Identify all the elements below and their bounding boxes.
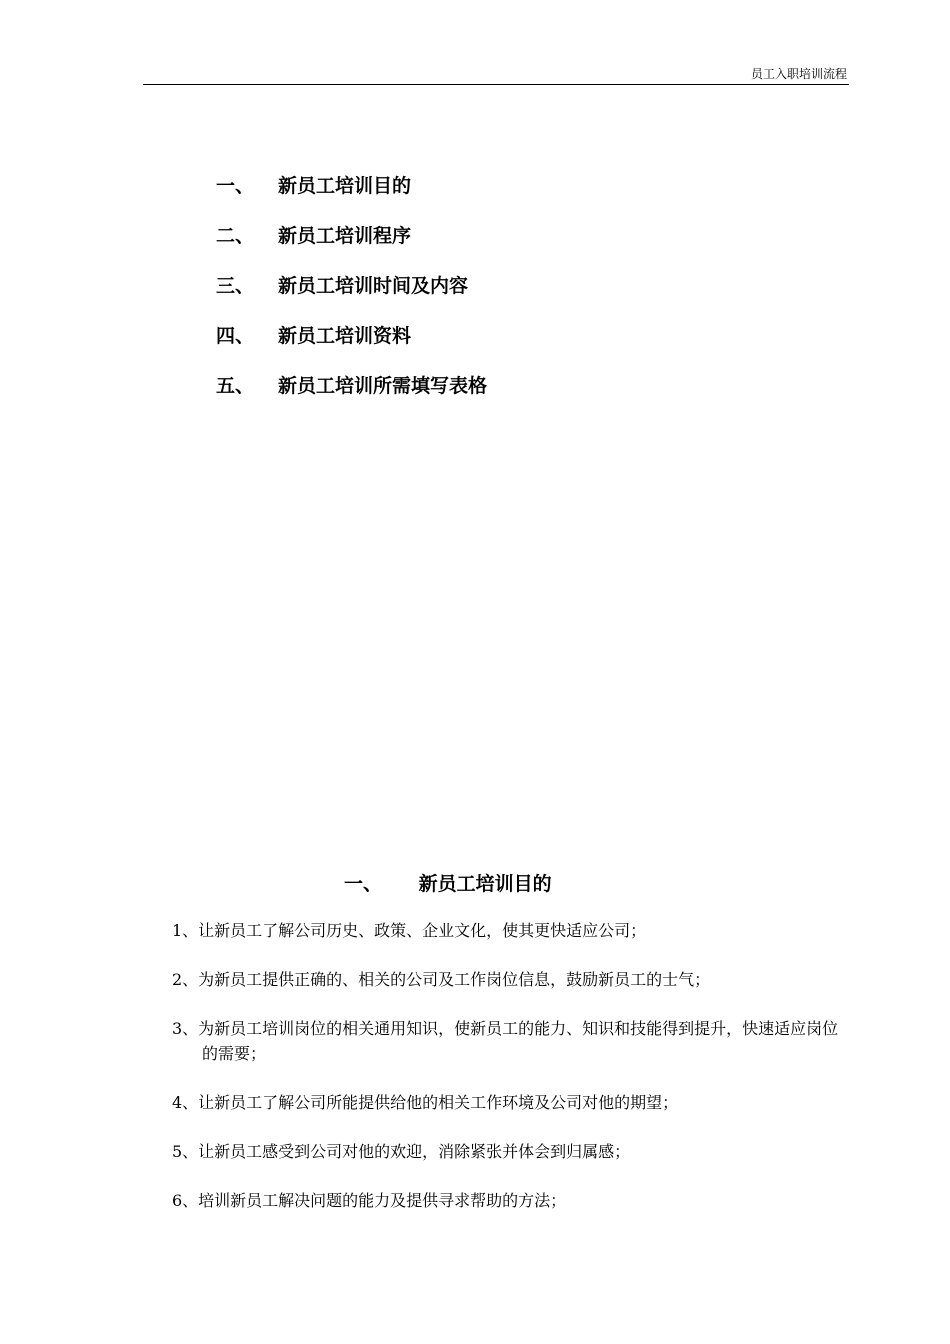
page-header: [143, 64, 849, 85]
list-item: 2、为新员工提供正确的、相关的公司及工作岗位信息，鼓励新员工的士气；: [172, 970, 711, 989]
toc-item: [216, 222, 487, 272]
section-number: 一、: [344, 873, 383, 895]
list-item: 5、让新员工感受到公司对他的欢迎，消除紧张并体会到归属感；: [172, 1142, 631, 1161]
toc-item-label: 新员工培训时间及内容: [278, 275, 469, 297]
list-item: 3、为新员工培训岗位的相关通用知识，使新员工的能力、知识和技能得到提升，快速适应岗位的需要；: [172, 1019, 839, 1063]
list-item: 6、培训新员工解决问题的能力及提供寻求帮助的方法；: [172, 1191, 567, 1210]
list-item: 1、让新员工了解公司历史、政策、企业文化，使其更快适应公司；: [172, 921, 647, 940]
toc-item-number: 一、: [216, 175, 255, 197]
toc-item: [216, 322, 487, 372]
toc-item: [216, 272, 487, 322]
list-item: 4、让新员工了解公司所能提供给他的相关工作环境及公司对他的期望；: [172, 1093, 679, 1112]
toc-item: [216, 172, 487, 222]
toc-item-number: 二、: [216, 225, 255, 247]
toc-item-label: 新员工培训所需填写表格: [278, 375, 488, 397]
toc-item-label: 新员工培训资料: [278, 325, 412, 347]
toc-item-number: 五、: [216, 375, 255, 397]
header-title: 员工入职培训流程: [750, 67, 847, 81]
purpose-list: [172, 918, 852, 1237]
toc-item-label: 新员工培训程序: [278, 225, 412, 247]
section-heading: [344, 870, 552, 898]
toc-item-number: 三、: [216, 275, 255, 297]
table-of-contents: [216, 172, 487, 422]
toc-item-label: 新员工培训目的: [278, 175, 412, 197]
section-title: 新员工培训目的: [418, 873, 552, 895]
toc-item-number: 四、: [216, 325, 255, 347]
toc-item: [216, 372, 487, 422]
